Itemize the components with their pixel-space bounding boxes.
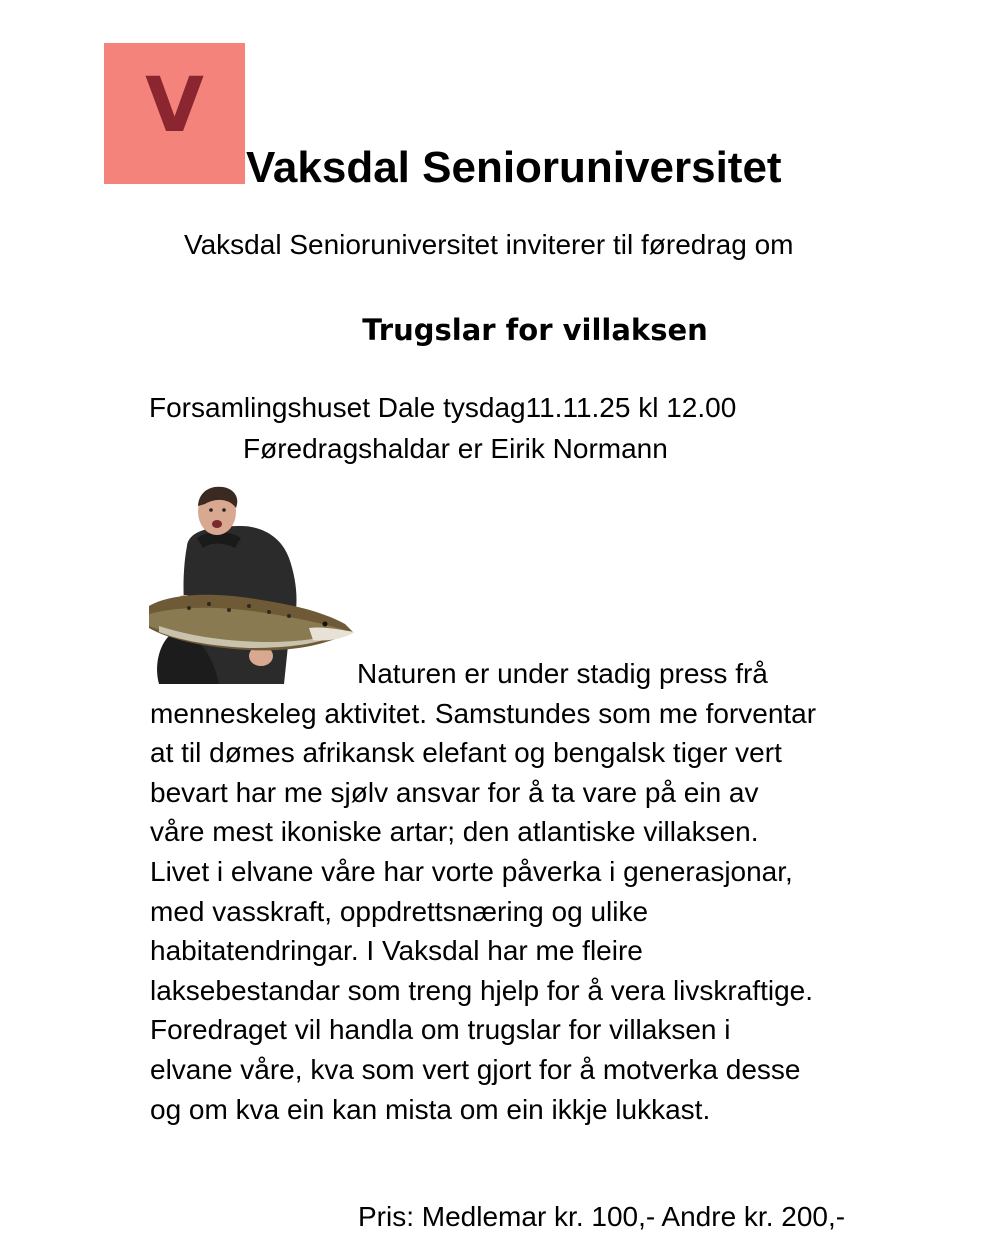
invitation-text: Vaksdal Senioruniversitet inviterer til føredrag om	[184, 229, 794, 260]
venue-date-time: Forsamlingshuset Dale tysdag11.11.25 kl 12.00	[149, 392, 737, 423]
speaker-line: Føredragshaldar er Eirik Normann	[243, 433, 668, 464]
text-line: habitatendringar. I Vaksdal har me fleire	[150, 935, 643, 967]
text-line: Livet i elvane våre har vorte påverka i generasjonar,	[150, 855, 793, 887]
text-line: at til dømes afrikansk elefant og bengalsk tiger vert	[150, 737, 782, 769]
org-logo	[104, 43, 245, 184]
lecture-description	[150, 654, 920, 1129]
org-title: Vaksdal Senioruniversitet	[246, 143, 782, 192]
logo-letter: V	[145, 60, 204, 149]
text-line: Naturen er under stadig press frå	[357, 658, 768, 689]
text-line: menneskeleg aktivitet. Samstundes som me forventar	[150, 697, 817, 729]
text-line: laksebestandar som treng hjelp for å vera livskraftige.	[150, 974, 813, 1006]
price-info: Pris: Medlemar kr. 100,- Andre kr. 200,-	[358, 1201, 846, 1232]
text-line: og om kva ein kan mista om ein ikkje lukkast.	[150, 1093, 711, 1125]
text-line: Foredraget vil handla om trugslar for villaksen i	[150, 1014, 731, 1046]
text-line: våre mest ikoniske artar; den atlantiske villaksen.	[150, 816, 759, 848]
lecture-title: Trugslar for villaksen	[362, 313, 708, 347]
text-line: elvane våre, kva som vert gjort for å motverka desse	[150, 1053, 801, 1085]
text-line: med vasskraft, oppdrettsnæring og ulike	[150, 895, 649, 927]
text-line: bevart har me sjølv ansvar for å ta vare på ein av	[150, 776, 759, 808]
